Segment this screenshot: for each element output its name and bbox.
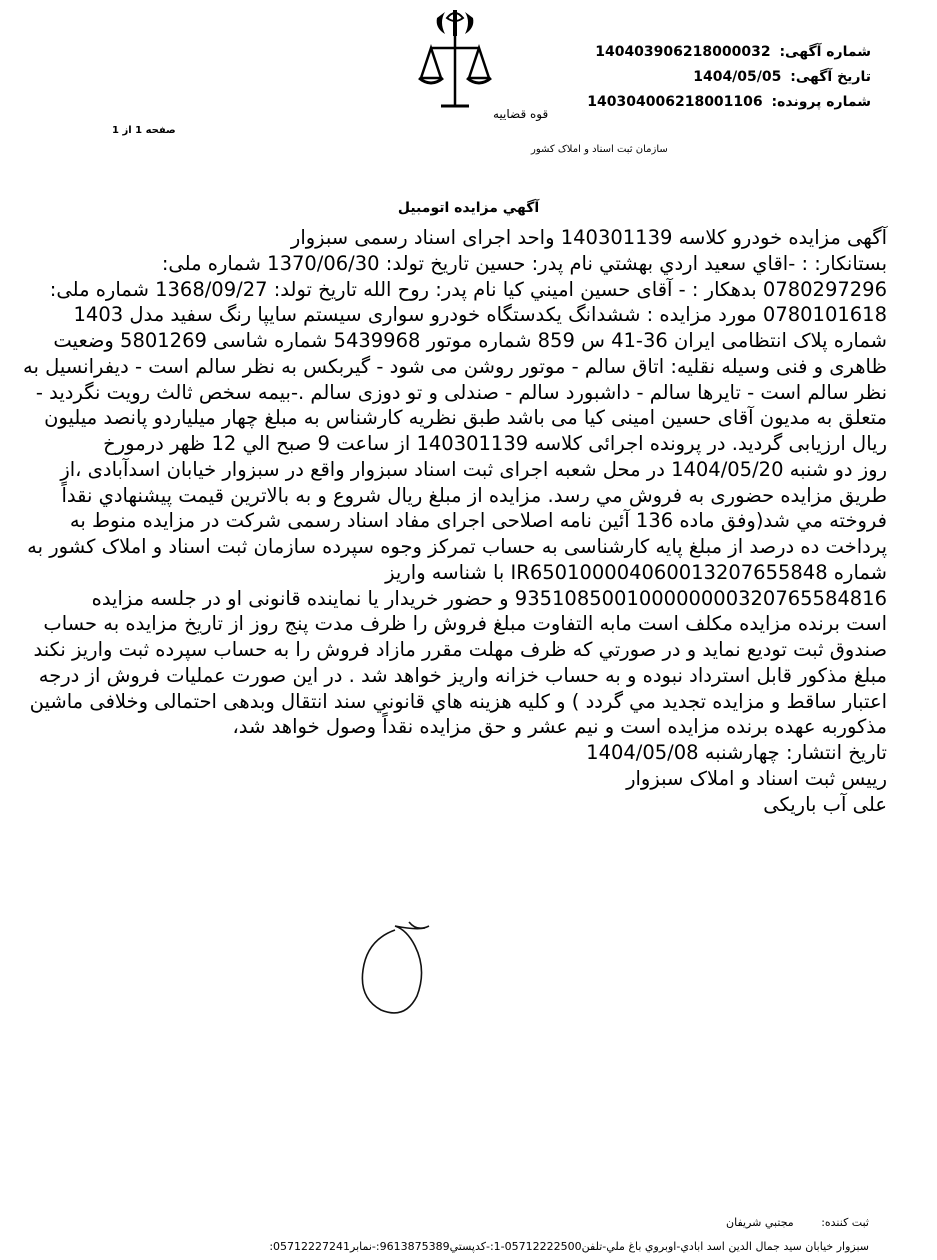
signatory-title: رییس ثبت اسناد و املاک سبزوار xyxy=(626,766,887,790)
body-line: آگهی مزایده خودرو کلاسه 140301139 واحد اجرای اسناد رسمی سبزوار xyxy=(290,226,887,249)
ad-number-row xyxy=(587,40,871,65)
ad-date-label: تاریخ آگهی: xyxy=(790,69,871,85)
signature-image xyxy=(355,912,455,1032)
case-number-row xyxy=(587,90,871,115)
body-line: شماره IR650100004060013207655848 با شناسه واریز xyxy=(385,560,887,584)
body-line: متعلق به مدیون آقای حسین امینی کیا می باشد طبق نظریه کارشناس به مبلغ چهار میلیاردو پانصد میلیون xyxy=(44,406,887,430)
iran-emblem-icon xyxy=(437,10,474,36)
page-indicator: صفحه 1 از 1 xyxy=(112,125,176,136)
body-line: است برنده مزایده مکلف است مابه التفاوت مبلغ فروش را ظرف مدت پنج روز از تاریخ مزایده به حساب xyxy=(43,612,887,636)
body-line: مذکوربه عهده برنده مزايده است و نیم عشر و حق مزایده نقداً وصول خواهد شد، xyxy=(232,715,887,739)
body-line: پرداخت ده درصد از مبلغ پایه کارشناسی به حساب تمرکز وجوه سپرده سازمان ثبت اسناد و املاک کشور به xyxy=(27,535,887,558)
body-line: فروخته مي شد(وفق ماده 136 آئین نامه اصلاحی اجرای مفاد اسناد رسمی شرکت در مزایده منوط به xyxy=(69,509,887,533)
ad-date-row xyxy=(587,65,871,90)
judiciary-emblem-logo xyxy=(375,6,668,166)
body-line: بستانکار: : -اقاي سعيد اردي بهشتي نام پدر: حسين تاريخ تولد: 1370/06/30 شماره ملی: xyxy=(161,251,887,275)
ad-number-label: شماره آگهی: xyxy=(779,44,871,60)
notice-title: آگهي مزايده اتومبيل xyxy=(397,200,540,216)
body-line: صندوق ثبت توديع نمايد و در صورتي که ظرف مهلت مقرر مازاد فروش را به حساب سپرده ثبت واریز نکند xyxy=(33,638,887,661)
notice-body xyxy=(4,225,887,817)
registrar-label: ثبت کننده: xyxy=(821,1216,869,1229)
case-number: 14030400621800110​6 xyxy=(587,94,763,110)
registrar-name: مجتبي شريفان xyxy=(726,1216,794,1229)
registrar-line xyxy=(702,1216,869,1229)
body-line: مبلغ مذکور قابل استرداد نبوده و به حساب خزانه واریز خواهد شد . در این صورت عملیات فروش از درجه xyxy=(38,663,887,687)
body-line: نظر سالم است - تایرها سالم - داشبورد سالم - صندلی و تو دوزی سالم .-بیمه سخص ثالث رویت نگردید - xyxy=(35,380,887,404)
office-address: سبزوار خيابان سيد جمال الدين اسد ابادي-اوبروي باغ ملي-تلفن05712222500-1:-کدپستي9613875389:-نمابر05712227241: xyxy=(269,1240,869,1253)
logo-text-organization: سازمان ثبت اسناد و املاک کشور xyxy=(531,144,668,155)
logo-text-judiciary: قوه قضاییه xyxy=(493,107,549,121)
signatory-name: علی آب باریکی xyxy=(763,792,887,816)
publication-date-line: تاریخ انتشار: چهارشنبه 1404/05/08 xyxy=(586,741,887,764)
scales-of-justice-icon xyxy=(419,36,491,106)
body-line: طریق مزایده حضوری به فروش مي رسد. مزايده از مبلغ ريال شروع و به بالاترين قيمت پيشنهادي نقداً xyxy=(61,483,887,507)
body-line: 935108500100000000320765584816 و حضور خريدار يا نماينده قانونی او در جلسه مزایده xyxy=(91,586,887,610)
case-number-label: شماره پرونده: xyxy=(771,94,871,110)
header-meta xyxy=(587,40,871,115)
body-line: شماره پلاک انتظامی ایران 36-41 س 859 شماره موتور 5439968 شماره شاسی 5801269 وضعیت xyxy=(53,329,887,352)
body-line: اعتبار ساقط و مزايده تجديد مي گردد ) و کليه هزينه هاي قانوني سند انتقال وبدهی احتمالی وخلافی ماشين xyxy=(29,689,887,713)
body-line: روز دو شنبه 1404/05/20 در محل شعبه اجرای ثبت اسناد سبزوار واقع در سبزوار خیابان اسدآبادی ،از xyxy=(60,457,887,481)
body-line: ظاهری و فنی وسیله نقلیه: اتاق سالم - موتور روشن می شود - گیربکس به نظر سالم است - دیفرانسیل به xyxy=(23,354,887,378)
body-line: 0780101618 مورد مزایده : ششدانگ یکدستگاه خودرو سواری سیستم سایپا رنگ سفید مدل 1403 xyxy=(73,303,887,327)
body-line: 0780297296 بدهکار : - آقای حسين اميني کيا نام پدر: روح الله تاريخ تولد: 1368/09/27 شماره ملی: xyxy=(49,277,887,301)
ad-number: 14040390621800003​2 xyxy=(595,44,771,60)
ad-date: 1404/05/05 xyxy=(693,69,782,85)
body-line: ريال ارزيابی گرديد. در پرونده اجرائی کلاسه 140301139 از ساعت 9 صبح الي 12 ظهر درمورخ xyxy=(103,432,887,455)
